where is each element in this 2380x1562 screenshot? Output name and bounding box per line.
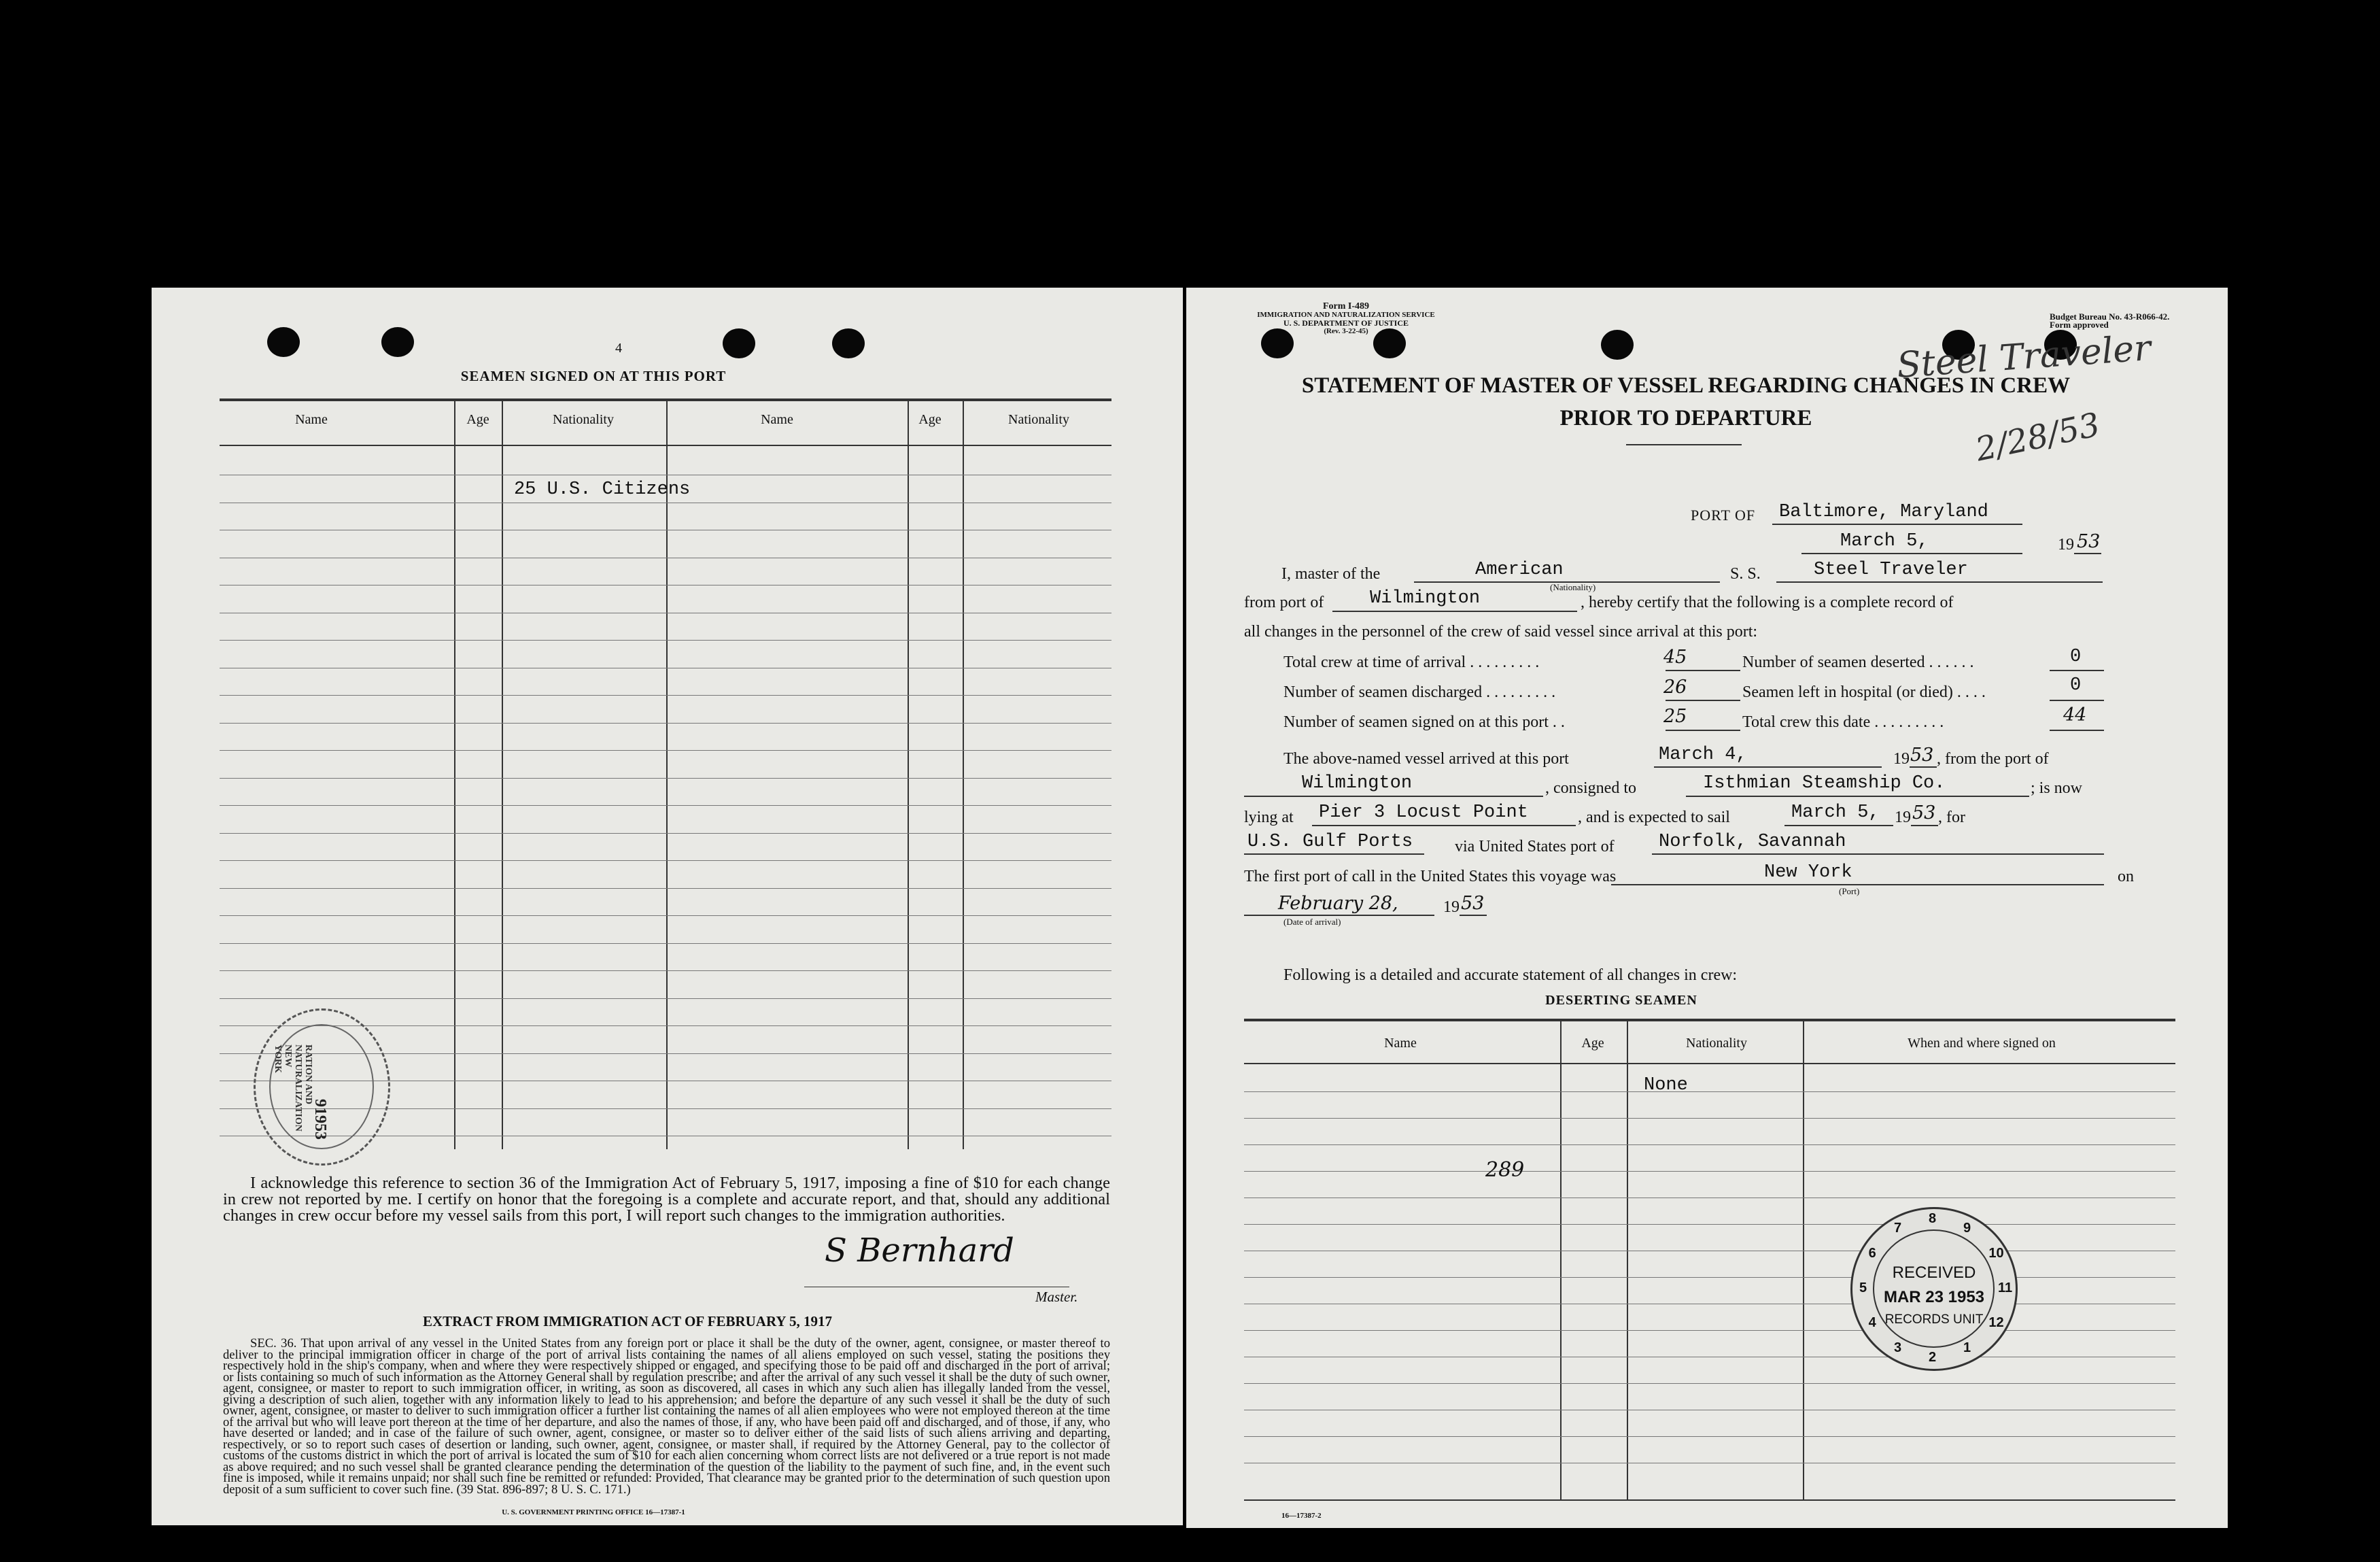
col-divider [963,400,964,1149]
field-line [1911,825,1938,826]
table-row-rule [220,915,1111,916]
table-row-rule [220,860,1111,861]
col-age-1: Age [466,412,489,427]
master-label: Master. [1035,1289,1078,1305]
first-year: 53 [1461,893,1485,914]
stamp-text [273,1045,313,1132]
table-row-rule [1244,1224,2175,1225]
table-row-rule [220,998,1111,999]
first-year-prefix: 19 [1443,898,1460,916]
port-caption: (Port) [1839,886,1860,896]
total-label: Total crew this date . . . . . . . . . [1742,713,1944,731]
field-line [1666,670,1740,671]
printer-line: U. S. GOVERNMENT PRINTING OFFICE 16—17387-1 [502,1508,685,1516]
stamp-text-line: YORK [273,1045,283,1073]
signed-label: Number of seamen signed on at this port . . [1283,713,1565,731]
punch-hole [832,328,865,358]
lying-at-label: lying at [1244,809,1294,826]
form-title [1268,369,2104,435]
punch-hole [267,327,300,357]
field-line [1312,825,1576,826]
certify-text-2: all changes in the personnel of the crew of said vessel since arrival at this port: [1244,623,1758,641]
stamp-text-line: NEW [283,1045,293,1068]
form-number: Form I-489 [1322,301,1370,311]
stamp-digit: 5 [1859,1280,1867,1295]
col-nationality-2: Nationality [1008,412,1069,427]
table-row-rule [1244,1330,2175,1331]
discharged-label: Number of seamen discharged . . . . . . . . . [1283,683,1556,701]
arrived-year-prefix: 19 [1893,750,1910,768]
first-date: February 28, [1278,893,1398,914]
stamp-digit: 3 [1894,1340,1902,1356]
title-line: STATEMENT OF MASTER OF VESSEL REGARDING CHANGES IN CREW [1301,373,2071,398]
table-row-rule [220,833,1111,834]
table-head-rule [1244,1063,2175,1064]
table-row-rule [220,943,1111,944]
consignee: Isthmian Steamship Co. [1703,773,1946,794]
printer-line: 16—17387-2 [1281,1512,1322,1520]
for-label: , for [1938,809,1965,826]
arrival-label: Total crew at time of arrival . . . . . . . . . [1283,653,1540,671]
form-approved: Form approved [2050,320,2109,330]
table-row-rule [220,695,1111,696]
table-row-rule [1244,1091,2175,1092]
col-divider [502,400,503,1149]
section-title: SEAMEN SIGNED ON AT THIS PORT [460,368,727,384]
field-line [1666,730,1740,731]
is-now-label: ; is now [2031,779,2083,797]
col-age: Age [1581,1036,1604,1051]
via-label: via United States port of [1455,838,1615,855]
stamp-digit: 9 [1963,1220,1971,1236]
table-row-rule [1244,1118,2175,1119]
immigration-stamp [254,1008,390,1166]
punch-hole [723,328,755,358]
field-line [2074,553,2101,554]
title-line: PRIOR TO DEPARTURE [1559,406,1812,430]
received-stamp [1850,1207,2018,1371]
col-name: Name [1384,1036,1417,1051]
lying-at: Pier 3 Locust Point [1319,802,1528,823]
stamp-digit: 1 [1963,1340,1971,1356]
table-top-rule [220,398,1111,401]
table-row-rule [1244,1436,2175,1437]
punch-hole [1601,330,1634,360]
certification-text: I acknowledge this reference to section 36 of the Immigration Act of February 5, 1917, imposing a fine of $10 for each change in crew not reported by me. I certify on honor that the foregoing is a complete and accurate report, and that, should any additional changes in crew occur before my vessel sails from this port, I will report such changes to the immigration authorities. [223,1174,1110,1225]
arrived-from: Wilmington [1302,773,1413,794]
from-port-of-label: , from the port of [1937,750,2049,768]
arrival-count: 45 [1663,647,1687,668]
via-ports: Norfolk, Savannah [1659,832,1846,852]
destination: U.S. Gulf Ports [1247,832,1413,852]
field-line [2050,670,2104,671]
col-name-1: Name [295,412,328,427]
report-date: March 5, [1840,531,1929,551]
stamp-digit: 12 [1988,1315,2004,1330]
table-row-rule [220,805,1111,806]
field-line [1686,796,2029,797]
stamp-text-line: NATURALIZATION [293,1045,303,1132]
arrived-date: March 4, [1659,745,1747,765]
date-caption: (Date of arrival) [1283,917,1341,927]
budget-block [2050,313,2169,329]
col-nationality: Nationality [1686,1036,1747,1051]
field-line [1666,700,1740,701]
penciled-number: 289 [1485,1158,1525,1182]
col-nationality-1: Nationality [553,412,614,427]
revision: (Rev. 3-22-45) [1324,327,1368,335]
nationality-caption: (Nationality) [1550,582,1596,592]
stamp-digit: 7 [1894,1220,1902,1236]
table-row-rule [220,888,1111,889]
first-port-label: The first port of call in the United States this voyage was [1244,868,1617,885]
nationality-entry: None [1644,1075,1688,1096]
consigned-label: , consigned to [1545,779,1636,797]
stamp-date: 91953 [311,1099,329,1140]
table-row-rule [220,640,1111,641]
ss-label: S. S. [1730,565,1761,583]
hospital-label: Seamen left in hospital (or died) . . . . [1742,683,1986,701]
stamp-digit: 8 [1929,1211,1937,1226]
master-signature: S Bernhard [825,1232,1014,1270]
field-line [1332,611,1577,612]
on-label: on [2118,868,2134,885]
col-divider [908,400,909,1149]
signed-count: 25 [1663,706,1687,727]
table-row-rule [220,750,1111,751]
field-line [1910,766,1937,768]
received-date: MAR 23 1953 [1883,1288,1985,1306]
table-row-rule [1244,1171,2175,1172]
page-number: 4 [615,341,622,356]
deserted-label: Number of seamen deserted . . . . . . [1742,653,1974,671]
col-divider [666,400,668,1149]
title-rule [1626,444,1742,445]
table-row-rule [220,723,1111,724]
agency-line: IMMIGRATION AND NATURALIZATION SERVICE [1257,311,1435,319]
stamp-digit: 2 [1929,1350,1937,1365]
budget-bureau: Budget Bureau No. 43-R066-42. [2050,311,2170,322]
col-age-2: Age [918,412,942,427]
signed-on-entry: 25 U.S. Citizens [514,479,691,500]
arrived-label: The above-named vessel arrived at this port [1283,750,1569,768]
field-line [1801,553,2022,554]
field-line [1654,766,1882,768]
extract-title: EXTRACT FROM IMMIGRATION ACT OF FEBRUARY 5, 1917 [422,1313,833,1329]
table-row-rule [220,778,1111,779]
first-port: New York [1764,862,1852,883]
report-year: 53 [2077,531,2101,552]
arrived-year: 53 [1910,745,1934,766]
handwritten-ship-name: Steel Traveler [1895,328,2152,386]
table-row-rule [1244,1144,2175,1145]
field-line [1772,524,2022,525]
stamp-text-line: RATION AND [303,1045,313,1105]
records-unit: RECORDS UNIT [1884,1312,1984,1327]
discharged-count: 26 [1663,677,1687,698]
sail-date: March 5, [1791,802,1880,823]
table-row-rule [1244,1383,2175,1384]
left-page [152,288,1183,1525]
certify-text: , hereby certify that the following is a complete record of [1581,594,1954,611]
col-when-where: When and where signed on [1908,1036,2056,1051]
stamp-digit: 6 [1868,1246,1876,1261]
table-row-rule [1244,1277,2175,1278]
field-line [2050,700,2104,701]
table-row-rule [220,970,1111,971]
sail-year: 53 [1912,802,1936,824]
deserted-count: 0 [2070,647,2082,667]
col-name-2: Name [761,412,793,427]
field-line [1460,915,1487,916]
col-divider [454,400,455,1149]
expected-label: , and is expected to sail [1578,809,1730,826]
field-line [1652,853,2104,855]
punch-hole [381,327,414,357]
hospital-count: 0 [2070,675,2082,696]
following-text: Following is a detailed and accurate statement of all changes in crew: [1283,966,1738,984]
field-line [1244,853,1424,855]
stamp-digit: 10 [1988,1246,2004,1261]
form-header [1244,303,1448,335]
field-line [1611,884,2104,885]
port-of-label: PORT OF [1691,507,1756,524]
extract-text: SEC. 36. That upon arrival of any vessel in the United States from any foreign port or place it shall be the duty of the owner, agent, consignee, or master thereof to deliver to the principal immigration officer in charge of the port of arrival lists containing the names of all aliens employed on such vessel, stating the positions they respectively hold in the ship's company, when and where they were respectively shipped or engaged, and specifying those to be paid off and discharged in the port of arrival; or lists containing so much of such information as the Attorney General shall by regulation prescribe; and after the arrival of any such vessel it shall be the duty of such owner, agent, consignee, or master to report to such immigration officer, in writing, as soon as discovered, all cases in which any such alien has illegally landed from the vessel, giving a description of such alien, together with any information likely to lead to his apprehension; and before the departure of any such vessel it shall be the duty of such owner, agent, consignee, or master to deliver to such immigration officer a further list containing the names of all alien employees who were not employed thereon at the time of the arrival but who will leave port thereon at the time of her departure, and also the names of those, if any, who have been paid off and discharged, and of those, if any, who have deserted or landed; and in case of the failure of such owner, agent, consignee, or master so to deliver either of the said lists of such aliens arriving and departing, respectively, or so to report such cases of desertion or landing, such owner, agent, consignee, or master shall, if required by the Attorney General, pay to the collector of customs of the customs district in which the port of arrival is located the sum of $10 for each alien concerning whom correct lists are not delivered or a true report is not made as above required; and no such vessel shall be granted clearance pending the determination of the question of the liability to the payment of such fine, and, in the event such fine is imposed, while it remains unpaid; nor shall such fine be remitted or refunded: Provided, That clearance may be granted prior to the determination of such question upon deposit of a sum sufficient to cover such fine. (39 Stat. 896-897; 8 U. S. C. 171.) [223,1336,1110,1497]
deserting-title: DESERTING SEAMEN [1545,993,1697,1008]
from-port-label: from port of [1244,594,1324,611]
port-of-value: Baltimore, Maryland [1779,502,1988,522]
stamp-digit: 4 [1868,1315,1876,1330]
nationality-value: American [1475,560,1564,580]
handwritten-date: 2/28/53 [1972,405,2103,469]
year-prefix: 19 [2058,536,2074,554]
field-line [2050,730,2104,731]
field-line [1776,581,2103,583]
total-count: 44 [2063,704,2087,726]
from-port-value: Wilmington [1370,588,1481,609]
agency-line: U. S. DEPARTMENT OF JUSTICE [1283,318,1409,328]
field-line [1244,915,1434,916]
right-page [1186,288,2228,1528]
stamp-digit: 11 [1998,1280,2013,1295]
ship-name: Steel Traveler [1814,560,1968,580]
received-line: RECEIVED [1892,1263,1976,1282]
table-head-rule [220,445,1111,446]
table-bottom-rule [1244,1499,2175,1501]
sail-year-prefix: 19 [1895,809,1911,826]
master-of-label: I, master of the [1281,565,1381,583]
field-line [1784,825,1893,826]
field-line [1244,796,1543,797]
table-top-rule [1244,1019,2175,1021]
